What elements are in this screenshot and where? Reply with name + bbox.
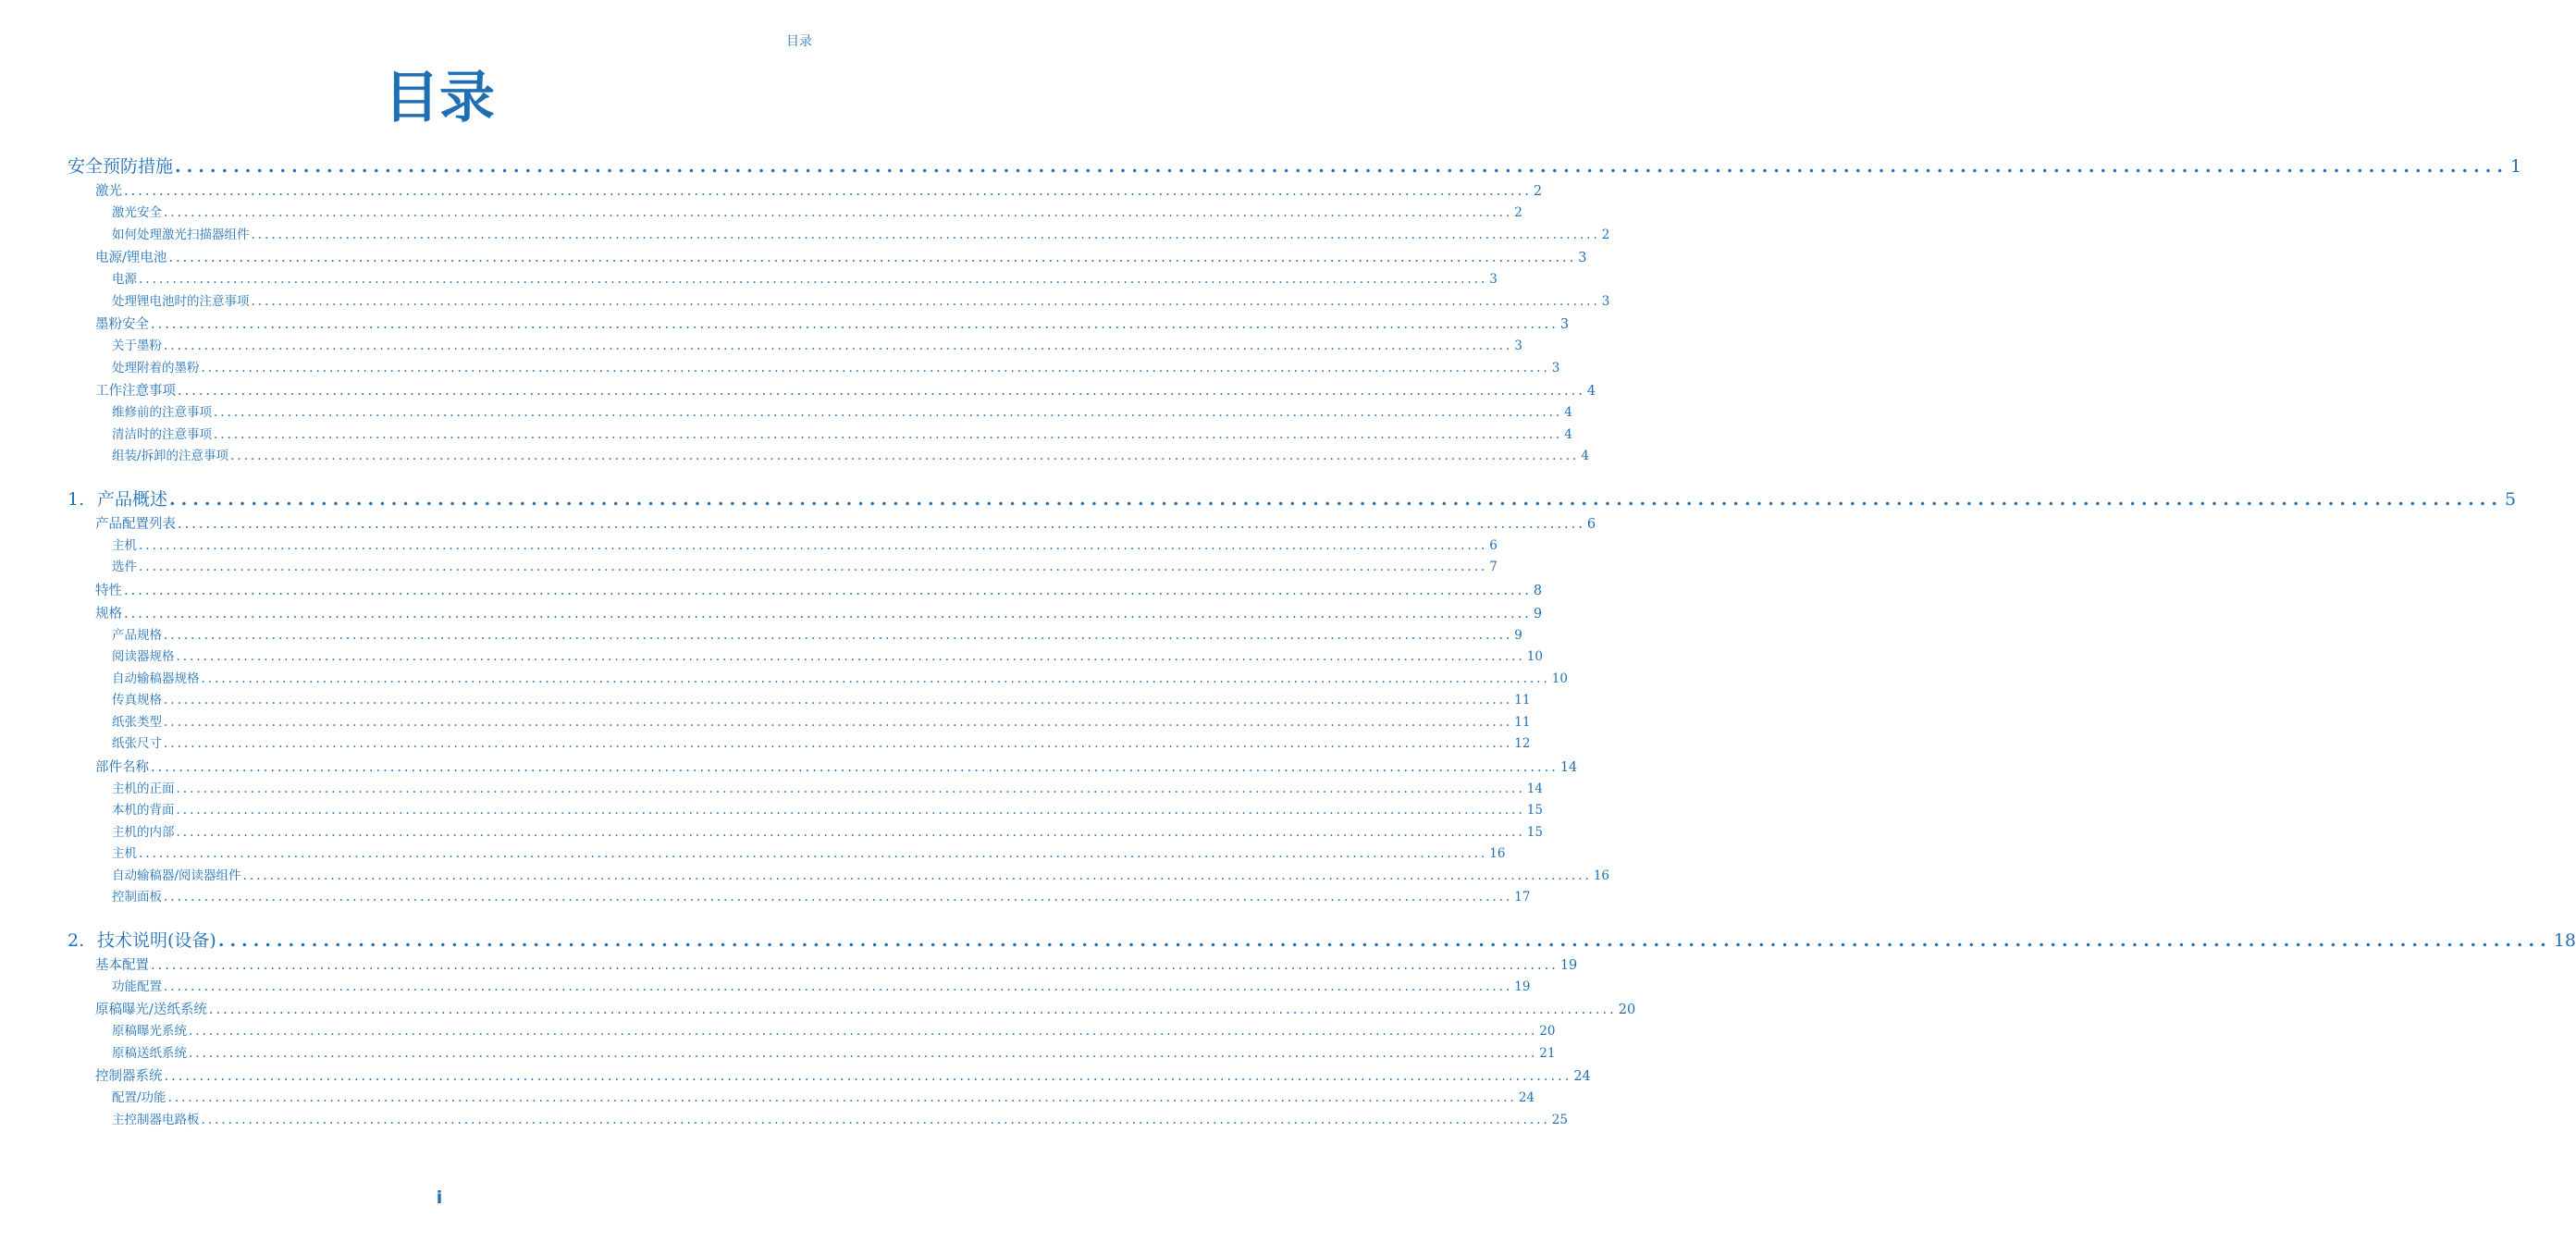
toc-section[interactable]	[68, 314, 1570, 336]
toc-entry-title: 墨粉安全	[95, 317, 149, 332]
toc-entry-title: 主机的内部	[112, 824, 175, 840]
toc-entry-title: 电源	[112, 272, 137, 287]
dot-leader: ........................................................................................................................................................................................................	[169, 488, 2503, 510]
dot-leader: ........................................................................................................................................................................................................	[139, 272, 1488, 287]
toc-entry-label	[95, 757, 149, 779]
dot-leader: ........................................................................................................................................................................................................	[124, 606, 1532, 622]
toc-entry-page: 3	[1559, 317, 1570, 332]
toc-entry-label	[112, 646, 175, 669]
toc-entry-page: 17	[1514, 890, 1531, 905]
toc-entry-title: 控制面板	[112, 890, 162, 905]
toc-entry-page: 2	[1601, 227, 1610, 242]
toc-entry-label	[112, 336, 162, 358]
toc-entry-page: 7	[1489, 560, 1498, 574]
toc-entry-label	[95, 314, 149, 336]
dot-leader: ........................................................................................................................................................................................................	[151, 957, 1559, 973]
dot-leader: ........................................................................................................................................................................................................	[124, 184, 1532, 199]
dot-leader: ........................................................................................................................................................................................................	[164, 1069, 1572, 1084]
toc-entry-page: 19	[1514, 978, 1531, 994]
page-title: 目录	[384, 66, 495, 130]
toc-subsection[interactable]	[68, 1088, 1535, 1110]
dot-leader: ........................................................................................................................................................................................................	[201, 1112, 1550, 1127]
toc-entry-page: 25	[1551, 1112, 1568, 1127]
toc-entry-label	[112, 800, 175, 822]
dot-leader: ........................................................................................................................................................................................................	[164, 978, 1513, 994]
toc-entry-title: 电源/锂电池	[95, 251, 167, 265]
dot-leader: ........................................................................................................................................................................................................	[176, 781, 1525, 796]
toc-subsection[interactable]	[68, 225, 1610, 247]
toc-entry-label	[112, 690, 162, 712]
toc-entry-page: 20	[1539, 1024, 1556, 1039]
toc-entry-page: 5	[2504, 488, 2517, 510]
dot-leader: ........................................................................................................................................................................................................	[164, 693, 1513, 708]
toc-entry-page: 6	[1489, 537, 1498, 553]
toc-entry-label	[112, 358, 200, 380]
toc-entry-title: 阅读器规格	[112, 649, 175, 664]
toc-entry-page: 3	[1514, 338, 1522, 353]
toc-entry-title: 自动输稿器规格	[112, 671, 200, 686]
toc-entry-label	[95, 954, 149, 977]
toc-entry-page: 3	[1551, 360, 1560, 375]
toc-entry-page: 4	[1586, 384, 1596, 399]
toc-entry-label	[112, 1088, 166, 1110]
toc-entry-title: 安全预防措施	[68, 156, 174, 177]
dot-leader: ........................................................................................................................................................................................................	[164, 736, 1513, 751]
toc-entry-label	[112, 446, 228, 468]
chapter-number: 1.	[68, 488, 85, 510]
toc-entry-page: 3	[1578, 251, 1587, 265]
toc-entry-label	[112, 712, 162, 734]
dot-leader: ........................................................................................................................................................................................................	[242, 868, 1592, 883]
toc-entry-label	[95, 247, 166, 269]
toc-entry-label	[68, 154, 173, 179]
toc-entry-page: 9	[1533, 606, 1543, 622]
dot-leader: ........................................................................................................................................................................................................	[164, 338, 1513, 353]
toc-entry-page: 11	[1514, 693, 1531, 708]
toc-entry-label	[95, 1065, 163, 1088]
toc-entry-page: 2	[1514, 205, 1522, 220]
toc-subsection[interactable]	[68, 402, 1572, 425]
toc-entry-label	[112, 887, 162, 909]
toc-entry-label	[112, 977, 162, 999]
toc-entry-page: 15	[1526, 803, 1543, 818]
toc-entry-title: 控制器系统	[95, 1069, 163, 1084]
toc-subsection[interactable]	[68, 669, 1568, 691]
toc-entry-label	[112, 1043, 187, 1065]
toc-entry-title: 纸张类型	[112, 714, 162, 730]
toc-entry-title: 原稿曝光系统	[112, 1024, 187, 1039]
toc-section[interactable]	[68, 954, 1578, 977]
toc-subsection[interactable]	[68, 646, 1543, 669]
toc-subsection[interactable]	[68, 1043, 1556, 1065]
toc-entry-title: 主机的正面	[112, 781, 175, 796]
toc-entry-title: 主机	[112, 846, 137, 861]
dot-leader: ........................................................................................................................................................................................................	[176, 649, 1525, 664]
toc-entry-title: 处理附着的墨粉	[112, 360, 200, 375]
toc-subsection[interactable]	[68, 779, 1543, 801]
toc-entry-label	[112, 269, 137, 291]
toc-chapter[interactable]	[68, 928, 2576, 954]
toc-entry-page: 16	[1489, 846, 1506, 861]
toc-entry-title: 规格	[95, 606, 122, 622]
dot-leader: ........................................................................................................................................................................................................	[176, 824, 1525, 840]
toc-section[interactable]	[68, 580, 1543, 602]
toc-subsection[interactable]	[68, 291, 1610, 314]
toc-entry-label	[112, 1110, 200, 1132]
toc-subsection[interactable]	[68, 866, 1610, 888]
dot-leader: ........................................................................................................................................................................................................	[189, 1024, 1538, 1039]
toc-entry-title: 关于墨粉	[112, 338, 162, 353]
toc-entry-title: 主机	[112, 537, 137, 553]
toc-section[interactable]	[68, 247, 1587, 269]
toc-subsection[interactable]	[68, 712, 1531, 734]
dot-leader: ........................................................................................................................................................................................................	[201, 360, 1550, 375]
toc-entry-title: 主控制器电路板	[112, 1112, 200, 1127]
toc-entry-label	[95, 999, 207, 1021]
toc-entry-label	[112, 843, 137, 866]
toc-entry-page: 12	[1514, 736, 1531, 751]
toc-subsection[interactable]	[68, 843, 1506, 866]
toc-subsection[interactable]	[68, 690, 1531, 712]
dot-leader: ........................................................................................................................................................................................................	[251, 227, 1600, 242]
toc-entry-page: 10	[1526, 649, 1543, 664]
toc-subsection[interactable]	[68, 1110, 1568, 1132]
toc-entry-title: 产品规格	[112, 627, 162, 643]
toc-entry-title: 部件名称	[95, 759, 149, 775]
toc-entry-title: 技术说明(设备)	[97, 929, 216, 951]
toc-entry-title: 组装/拆卸的注意事项	[112, 449, 229, 463]
toc-subsection[interactable]	[68, 269, 1498, 291]
dot-leader: ........................................................................................................................................................................................................	[176, 803, 1525, 818]
toc-entry-label	[112, 402, 212, 425]
toc-entry-label	[112, 669, 200, 691]
dot-leader: ........................................................................................................................................................................................................	[208, 1003, 1617, 1017]
toc-entry-title: 工作注意事项	[95, 384, 176, 399]
dot-leader: ........................................................................................................................................................................................................	[230, 449, 1580, 463]
toc-entry-page: 10	[1551, 671, 1568, 686]
toc-entry-label	[112, 822, 175, 844]
toc-chapter[interactable]	[68, 486, 2517, 512]
toc-entry-label	[95, 513, 176, 535]
toc-entry-page: 15	[1526, 824, 1543, 840]
toc-entry-title: 特性	[95, 583, 122, 598]
dot-leader: ........................................................................................................................................................................................................	[164, 890, 1513, 905]
toc-entry-title: 激光	[95, 184, 122, 199]
dot-leader: ........................................................................................................................................................................................................	[175, 156, 2508, 177]
toc-entry-page: 6	[1586, 516, 1596, 532]
dot-leader: ........................................................................................................................................................................................................	[217, 929, 2552, 951]
dot-leader: ........................................................................................................................................................................................................	[189, 1045, 1538, 1061]
toc-subsection[interactable]	[68, 887, 1531, 909]
toc-entry-label	[112, 1021, 187, 1043]
toc-entry-label	[112, 203, 162, 225]
toc-entry-label	[112, 625, 162, 647]
toc-entry-label	[112, 557, 137, 579]
toc-subsection[interactable]	[68, 336, 1522, 358]
toc-entry-label	[68, 928, 216, 954]
toc-entry-title: 处理锂电池时的注意事项	[112, 293, 250, 309]
running-header: 目录	[786, 34, 812, 49]
toc-subsection[interactable]	[68, 535, 1498, 558]
dot-leader: ........................................................................................................................................................................................................	[214, 426, 1563, 442]
toc-entry-page: 9	[1514, 627, 1522, 643]
toc-entry-page: 3	[1489, 272, 1498, 287]
dot-leader: ........................................................................................................................................................................................................	[164, 627, 1513, 643]
toc-entry-title: 维修前的注意事项	[112, 405, 212, 420]
toc-entry-title: 配置/功能	[112, 1090, 166, 1105]
toc-entry-title: 清洁时的注意事项	[112, 426, 212, 442]
dot-leader: ........................................................................................................................................................................................................	[167, 1090, 1517, 1105]
toc-entry-label	[112, 866, 241, 888]
toc-entry-page: 24	[1573, 1069, 1591, 1084]
toc-subsection[interactable]	[68, 977, 1531, 999]
toc-subsection[interactable]	[68, 1021, 1556, 1043]
toc-chapter[interactable]	[68, 154, 2522, 179]
toc-subsection[interactable]	[68, 733, 1531, 756]
toc-entry-page: 11	[1514, 714, 1531, 730]
toc-entry-label	[95, 580, 122, 602]
toc-entry-label	[112, 225, 250, 247]
toc-subsection[interactable]	[68, 800, 1543, 822]
toc-section[interactable]	[68, 1065, 1591, 1088]
toc-entry-title: 选件	[112, 560, 137, 574]
dot-leader: ........................................................................................................................................................................................................	[124, 583, 1532, 598]
toc-entry-label	[112, 425, 212, 447]
toc-entry-page: 14	[1526, 781, 1543, 796]
toc-entry-page: 14	[1559, 759, 1578, 775]
toc-entry-title: 激光安全	[112, 205, 162, 220]
toc-subsection[interactable]	[68, 425, 1572, 447]
toc-entry-title: 自动输稿器/阅读器组件	[112, 868, 241, 883]
toc-entry-title: 如何处理激光扫描器组件	[112, 227, 250, 242]
toc-entry-label	[112, 535, 137, 558]
table-of-contents	[68, 154, 2576, 1131]
toc-entry-label	[112, 733, 162, 756]
dot-leader: ........................................................................................................................................................................................................	[251, 293, 1600, 309]
toc-entry-label	[95, 603, 122, 625]
toc-entry-page: 19	[1559, 957, 1578, 973]
toc-entry-label	[112, 779, 175, 801]
toc-section[interactable]	[68, 180, 1543, 203]
toc-entry-label	[95, 380, 176, 402]
toc-entry-label	[68, 486, 167, 512]
toc-entry-page: 24	[1518, 1090, 1535, 1105]
toc-entry-page: 21	[1539, 1045, 1556, 1061]
dot-leader: ........................................................................................................................................................................................................	[151, 759, 1559, 775]
toc-entry-title: 原稿送纸系统	[112, 1045, 187, 1061]
dot-leader: ........................................................................................................................................................................................................	[164, 205, 1513, 220]
toc-entry-page: 18	[2553, 929, 2576, 951]
dot-leader: ........................................................................................................................................................................................................	[168, 251, 1577, 265]
toc-entry-page: 4	[1581, 449, 1589, 463]
toc-subsection[interactable]	[68, 822, 1543, 844]
toc-entry-title: 原稿曝光/送纸系统	[95, 1003, 207, 1017]
toc-section[interactable]	[68, 380, 1596, 402]
toc-entry-page: 8	[1533, 583, 1543, 598]
toc-entry-title: 本机的背面	[112, 803, 175, 818]
toc-entry-page: 1	[2509, 156, 2522, 177]
dot-leader: ........................................................................................................................................................................................................	[139, 560, 1488, 574]
toc-subsection[interactable]	[68, 557, 1498, 579]
toc-entry-page: 3	[1601, 293, 1610, 309]
toc-entry-page: 4	[1564, 405, 1572, 420]
toc-section[interactable]	[68, 603, 1543, 625]
page-number-footer: i	[436, 1188, 443, 1208]
toc-entry-title: 传真规格	[112, 693, 162, 708]
toc-subsection[interactable]	[68, 446, 1589, 468]
toc-entry-label	[112, 291, 250, 314]
toc-section[interactable]	[68, 513, 1596, 535]
toc-section[interactable]	[68, 757, 1578, 779]
toc-entry-title: 功能配置	[112, 978, 162, 994]
toc-entry-title: 基本配置	[95, 957, 149, 973]
dot-leader: ........................................................................................................................................................................................................	[178, 384, 1585, 399]
toc-section[interactable]	[68, 999, 1636, 1021]
dot-leader: ........................................................................................................................................................................................................	[164, 714, 1513, 730]
dot-leader: ........................................................................................................................................................................................................	[201, 671, 1550, 686]
dot-leader: ........................................................................................................................................................................................................	[151, 317, 1559, 332]
toc-subsection[interactable]	[68, 358, 1560, 380]
toc-entry-page: 16	[1593, 868, 1610, 883]
toc-entry-title: 纸张尺寸	[112, 736, 162, 751]
dot-leader: ........................................................................................................................................................................................................	[214, 405, 1563, 420]
toc-subsection[interactable]	[68, 625, 1522, 647]
toc-entry-page: 20	[1618, 1003, 1636, 1017]
toc-entry-title: 产品概述	[97, 488, 168, 510]
toc-subsection[interactable]	[68, 203, 1522, 225]
chapter-number: 2.	[68, 929, 85, 951]
dot-leader: ........................................................................................................................................................................................................	[178, 516, 1585, 532]
toc-entry-title: 产品配置列表	[95, 516, 176, 532]
toc-entry-page: 2	[1533, 184, 1543, 199]
dot-leader: ........................................................................................................................................................................................................	[139, 537, 1488, 553]
toc-entry-page: 4	[1564, 426, 1572, 442]
toc-entry-label	[95, 180, 122, 203]
dot-leader: ........................................................................................................................................................................................................	[139, 846, 1488, 861]
